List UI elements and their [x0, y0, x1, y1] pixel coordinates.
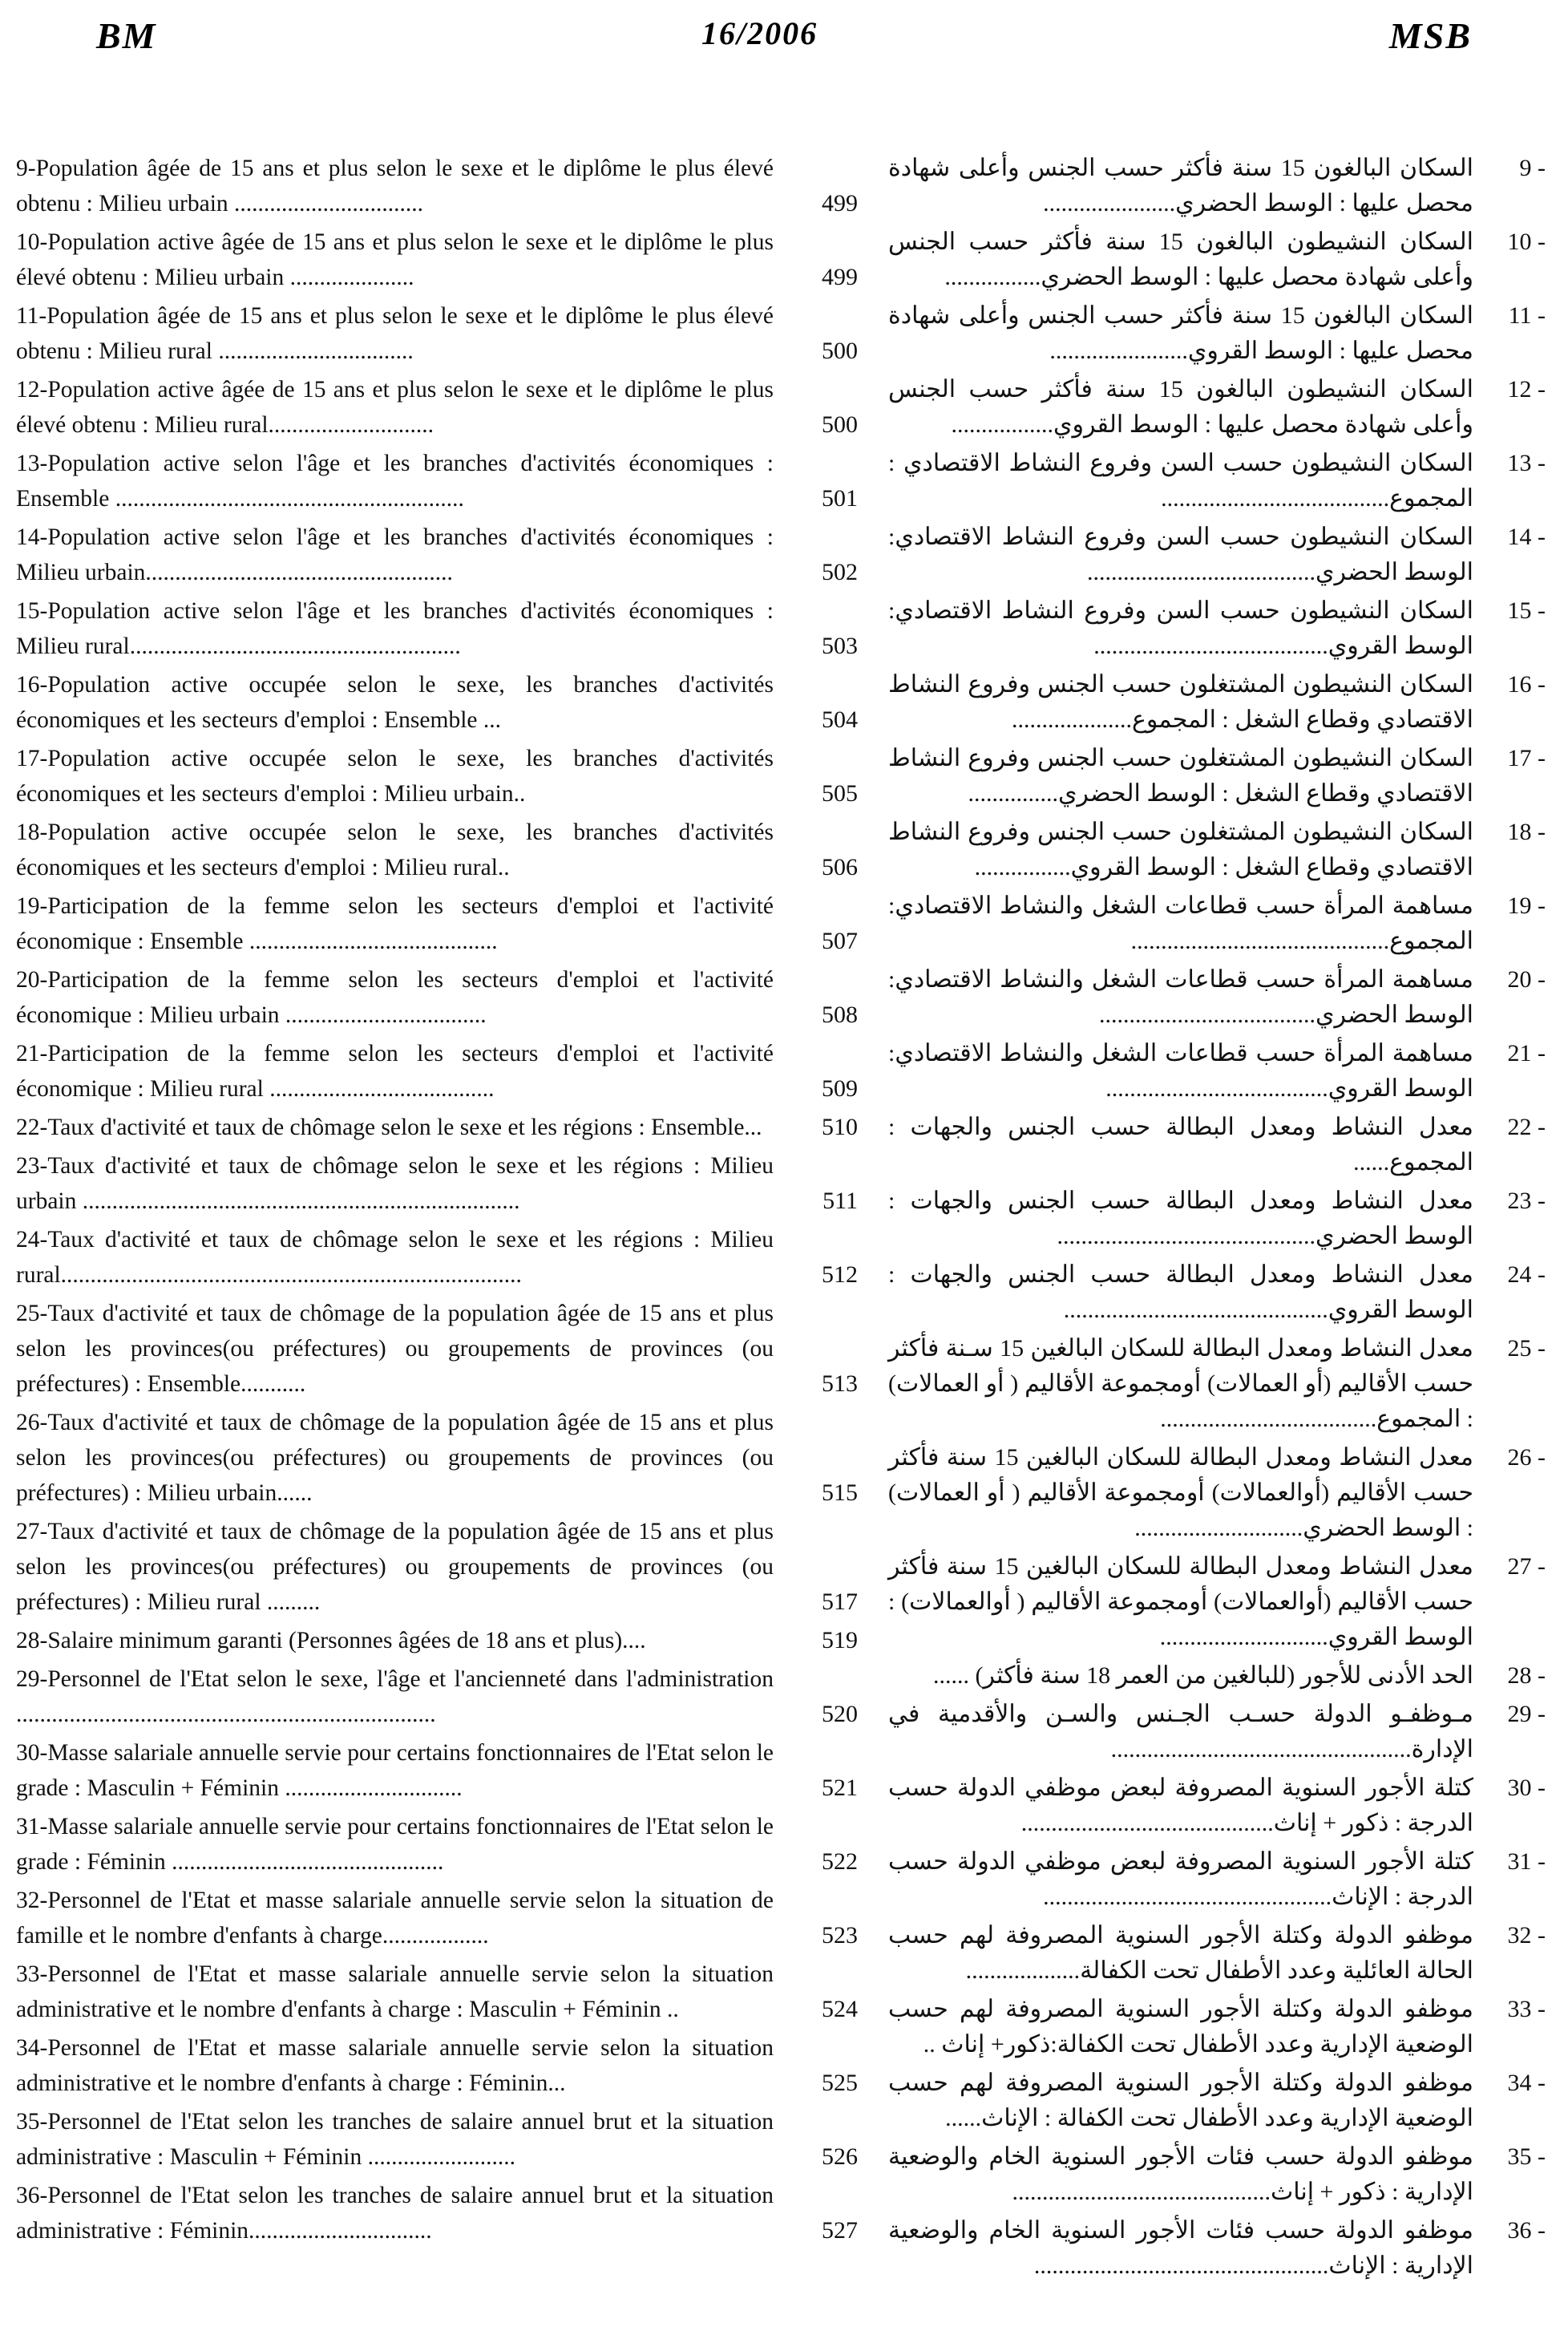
toc-entry-fr	[16, 1883, 858, 1953]
toc-entry-page: 523	[822, 1922, 858, 1949]
toc-entry-ar	[888, 298, 1546, 369]
toc-entry-number: 25 -	[1507, 1335, 1546, 1362]
toc-entry-page: 509	[822, 1075, 858, 1102]
toc-entry-title: 16-Population active occupée selon le sexe, les branches d'activités économiques et les secteurs d'emploi : Ensemble ...	[16, 672, 774, 733]
toc-entry-fr	[16, 815, 858, 885]
toc-entry-number: 11 -	[1508, 302, 1546, 329]
toc-entry-fr	[16, 151, 858, 221]
toc-entry-fr	[16, 1661, 858, 1732]
toc-entry-title: 14-Population active selon l'âge et les branches d'activités économiques : Milieu urbain....................................................	[16, 524, 774, 585]
toc-entry-page: 507	[822, 928, 858, 954]
toc-entry-page: 517	[822, 1588, 858, 1615]
toc-entry-number: 23 -	[1507, 1188, 1546, 1214]
toc-entry-title: 32-Personnel de l'Etat et masse salariale annuelle servie selon la situation de famille et le nombre d'enfants à charge..................	[16, 1888, 774, 1949]
toc-entry-page: 502	[822, 559, 858, 585]
toc-entry-page: 513	[822, 1370, 858, 1397]
toc-entry-number: 20 -	[1507, 966, 1546, 993]
toc-entry-page: 505	[822, 780, 858, 807]
toc-entry-fr	[16, 1623, 858, 1658]
toc-entry-title: مساهمة المرأة حسب قطاعات الشغل والنشاط الاقتصادي: الوسط القروي.....................................	[888, 1040, 1473, 1102]
toc-entry-page: 508	[822, 1002, 858, 1028]
toc-entry-title: 10-Population active âgée de 15 ans et plus selon le sexe et le diplôme le plus élevé obtenu : Milieu urbain .....................	[16, 229, 774, 290]
toc-entry-title: السكان النشيطون المشتغلون حسب الجنس وفروع النشاط الاقتصادي وقطاع الشغل : الوسط القروي................	[888, 819, 1473, 880]
toc-entry-title: 30-Masse salariale annuelle servie pour certains fonctionnaires de l'Etat selon le grade : Masculin + Féminin ..............................	[16, 1740, 774, 1801]
toc-entry-ar	[888, 151, 1546, 221]
toc-entry-title: 35-Personnel de l'Etat selon les tranches de salaire annuel brut et la situation administrative : Masculin + Féminin .........................	[16, 2109, 774, 2170]
toc-entry-ar	[888, 520, 1546, 590]
toc-entry-title: السكان البالغون 15 سنة فأكثر حسب الجنس وأعلى شهادة محصل عليها : الوسط القروي.......................	[888, 302, 1473, 364]
toc-entry-ar	[888, 815, 1546, 885]
toc-entry-number: 34 -	[1507, 2070, 1546, 2096]
toc-entry-title: كتلة الأجور السنوية المصروفة لبعض موظفي الدولة حسب الدرجة : الإناث................................................	[888, 1848, 1473, 1910]
toc-entry-fr	[16, 225, 858, 295]
toc-entry-number: 10 -	[1507, 229, 1546, 255]
toc-entry-ar	[888, 888, 1546, 959]
toc-entry-page: 522	[822, 1848, 858, 1875]
toc-entry-page: 499	[822, 264, 858, 290]
toc-entry-ar	[888, 593, 1546, 664]
toc-entry-number: 21 -	[1507, 1040, 1546, 1066]
toc-entry-page: 524	[822, 1996, 858, 2022]
handwritten-mark-right: MSB	[1388, 15, 1472, 56]
toc-entry-title: موظفو الدولة وكتلة الأجور السنوية المصروفة لهم حسب الحالة العائلية وعدد الأطفال تحت الكفالة...................	[888, 1922, 1473, 1984]
toc-entry-title: السكان النشيطون المشتغلون حسب الجنس وفروع النشاط الاقتصادي وقطاع الشغل : الوسط الحضري...............	[888, 745, 1473, 807]
toc-entry-number: 29 -	[1507, 1701, 1546, 1727]
toc-entry-title: السكان النشيطون حسب السن وفروع النشاط الاقتصادي: الوسط الحضري......................................	[888, 524, 1473, 585]
toc-entry-number: 22 -	[1507, 1114, 1546, 1140]
toc-entry-title: كتلة الأجور السنوية المصروفة لبعض موظفي الدولة حسب الدرجة : ذكور + إناث..........................................	[888, 1775, 1473, 1836]
toc-entry-title: 26-Taux d'activité et taux de chômage de la population âgée de 15 ans et plus selon les provinces(ou préfectures) ou groupements de provinces (ou préfectures) : Milieu urbain......	[16, 1410, 774, 1506]
toc-entry-ar	[888, 446, 1546, 516]
toc-entry-fr	[16, 741, 858, 811]
toc-entry-title: 28-Salaire minimum garanti (Personnes âgées de 18 ans et plus)....	[16, 1628, 646, 1653]
toc-entry-ar	[888, 1257, 1546, 1328]
toc-entry-page: 512	[822, 1261, 858, 1288]
toc-entry-title: معدل النشاط ومعدل البطالة للسكان البالغين 15 سنة فأكثر حسب الأقاليم (أوالعمالات) أومجموعة الأقاليم ( أو العمالات) : الوسط الحضري............................	[888, 1444, 1473, 1541]
toc-entry-ar	[888, 2139, 1546, 2210]
toc-entry-number: 18 -	[1507, 819, 1546, 845]
toc-entry-fr	[16, 1405, 858, 1511]
toc-entry-fr	[16, 888, 858, 959]
toc-entry-ar	[888, 1331, 1546, 1437]
toc-entry-number: 26 -	[1507, 1444, 1546, 1471]
toc-entry-title: السكان النشيطون حسب السن وفروع النشاط الاقتصادي : المجموع......................................	[888, 450, 1473, 512]
toc-entry-ar	[888, 1844, 1546, 1915]
toc-entry-title: 19-Participation de la femme selon les secteurs d'emploi et l'activité économique : Ensemble ..........................................	[16, 893, 774, 954]
toc-entry-title: 9-Population âgée de 15 ans et plus selon le sexe et le diplôme le plus élevé obtenu : Milieu urbain ................................	[16, 156, 774, 217]
toc-entry-title: موظفو الدولة حسب فئات الأجور السنوية الخام والوضعية الإدارية : الإناث.................................................	[888, 2217, 1473, 2279]
toc-entry-fr	[16, 1957, 858, 2027]
toc-entry-ar	[888, 667, 1546, 738]
toc-entry-page: 515	[822, 1479, 858, 1506]
arabic-toc-column	[888, 151, 1546, 2287]
toc-entry-title: معدل النشاط ومعدل البطالة حسب الجنس والجهات : الوسط القروي............................................	[888, 1261, 1473, 1323]
toc-entry-title: معدل النشاط ومعدل البطالة للسكان البالغين 15 سـنة فأكثر حسب الأقاليم (أو العمالات) أومجموعة الأقاليم ( أو العمالات) : المجموع....................................	[888, 1335, 1473, 1432]
toc-entry-ar	[888, 1697, 1546, 1767]
toc-entry-fr	[16, 446, 858, 516]
toc-entry-number: 36 -	[1507, 2217, 1546, 2244]
toc-entry-number: 12 -	[1507, 376, 1546, 403]
toc-entry-fr	[16, 1036, 858, 1107]
toc-entry-number: 28 -	[1507, 1662, 1546, 1689]
toc-entry-fr	[16, 520, 858, 590]
toc-entry-ar	[888, 225, 1546, 295]
toc-entry-page: 510	[822, 1114, 858, 1140]
toc-entry-title: 33-Personnel de l'Etat et masse salariale annuelle servie selon la situation administrative et le nombre d'enfants à charge : Masculin + Féminin ..	[16, 1961, 774, 2022]
toc-entry-title: مـوظفـو الدولة حسـب الجـنس والسـن والأقدمية في الإدارة..................................................	[888, 1701, 1473, 1762]
toc-entry-title: مساهمة المرأة حسب قطاعات الشغل والنشاط الاقتصادي: المجموع...........................................	[888, 892, 1473, 954]
toc-entry-page: 500	[822, 338, 858, 364]
toc-entry-number: 19 -	[1507, 892, 1546, 919]
toc-entry-fr	[16, 1110, 858, 1145]
toc-entry-title: السكان النشيطون المشتغلون حسب الجنس وفروع النشاط الاقتصادي وقطاع الشغل : المجموع....................	[888, 671, 1473, 733]
toc-entry-title: 17-Population active occupée selon le sexe, les branches d'activités économiques et les secteurs d'emploi : Milieu urbain..	[16, 746, 774, 807]
toc-entry-page: 525	[822, 2070, 858, 2096]
toc-entry-page: 500	[822, 411, 858, 438]
toc-entry-fr	[16, 1148, 858, 1219]
toc-entry-fr	[16, 667, 858, 738]
toc-entry-number: 35 -	[1507, 2143, 1546, 2170]
toc-entry-ar	[888, 1440, 1546, 1546]
toc-entry-number: 32 -	[1507, 1922, 1546, 1949]
toc-entry-ar	[888, 1184, 1546, 1254]
toc-entry-fr	[16, 1222, 858, 1293]
toc-entry-title: 34-Personnel de l'Etat et masse salariale annuelle servie selon la situation administrative et le nombre d'enfants à charge : Féminin...	[16, 2035, 774, 2096]
toc-entry-title: معدل النشاط ومعدل البطالة حسب الجنس والجهات : المجموع......	[888, 1114, 1473, 1176]
handwritten-mark-left: BM	[96, 15, 157, 56]
toc-entry-page: 521	[822, 1775, 858, 1801]
toc-entry-page: 527	[822, 2217, 858, 2244]
toc-entry-page: 506	[822, 854, 858, 880]
toc-entry-title: السكان النشيطون حسب السن وفروع النشاط الاقتصادي: الوسط القروي.......................................	[888, 597, 1473, 659]
toc-entry-title: 36-Personnel de l'Etat selon les tranches de salaire annuel brut et la situation administrative : Féminin...............................	[16, 2183, 774, 2244]
toc-entry-title: 25-Taux d'activité et taux de chômage de la population âgée de 15 ans et plus selon les provinces(ou préfectures) ou groupements de provinces (ou préfectures) : Ensemble...........	[16, 1301, 774, 1397]
toc-entry-title: موظفو الدولة حسب فئات الأجور السنوية الخام والوضعية الإدارية : ذكور + إناث...........................................	[888, 2143, 1473, 2205]
toc-entry-title: 24-Taux d'activité et taux de chômage selon le sexe et les régions : Milieu rural..............................................................................	[16, 1227, 774, 1288]
toc-entry-page: 504	[822, 706, 858, 733]
toc-entry-fr	[16, 298, 858, 369]
toc-entry-number: 9 -	[1519, 155, 1546, 181]
toc-entry-number: 33 -	[1507, 1996, 1546, 2022]
toc-entry-number: 27 -	[1507, 1553, 1546, 1580]
toc-entry-title: السكان البالغون 15 سنة فأكثر حسب الجنس وأعلى شهادة محصل عليها : الوسط الحضري......................	[888, 155, 1473, 217]
toc-entry-page: 526	[822, 2143, 858, 2170]
toc-entry-title: 23-Taux d'activité et taux de chômage selon le sexe et les régions : Milieu urbain ..........................................................................	[16, 1153, 774, 1214]
toc-entry-number: 16 -	[1507, 671, 1546, 698]
toc-entry-fr	[16, 2030, 858, 2101]
french-toc-column	[16, 151, 858, 2252]
toc-entry-title: مساهمة المرأة حسب قطاعات الشغل والنشاط الاقتصادي: الوسط الحضري....................................	[888, 966, 1473, 1028]
toc-entry-title: 20-Participation de la femme selon les secteurs d'emploi et l'activité économique : Milieu urbain ..................................	[16, 967, 774, 1028]
toc-entry-number: 13 -	[1507, 450, 1546, 476]
toc-entry-title: الحد الأدنى للأجور (للبالغين من العمر 18 سنة فأكثر) ......	[933, 1662, 1473, 1689]
toc-entry-number: 14 -	[1507, 524, 1546, 550]
toc-entry-title: السكان النشيطون البالغون 15 سنة فأكثر حسب الجنس وأعلى شهادة محصل عليها : الوسط القروي.................	[888, 376, 1473, 438]
toc-entry-page: 499	[822, 190, 858, 217]
toc-entry-fr	[16, 372, 858, 443]
toc-entry-fr	[16, 2178, 858, 2248]
toc-entry-ar	[888, 741, 1546, 811]
toc-entry-ar	[888, 962, 1546, 1033]
toc-entry-ar	[888, 1549, 1546, 1655]
toc-entry-ar	[888, 1918, 1546, 1989]
toc-entry-title: 15-Population active selon l'âge et les branches d'activités économiques : Milieu rural........................................................	[16, 598, 774, 659]
toc-entry-fr	[16, 1514, 858, 1620]
toc-entry-fr	[16, 1735, 858, 1806]
toc-entry-fr	[16, 593, 858, 664]
toc-entry-page: 511	[822, 1188, 858, 1214]
toc-entry-title: 21-Participation de la femme selon les secteurs d'emploi et l'activité économique : Milieu rural ......................................	[16, 1041, 774, 1102]
toc-entry-number: 24 -	[1507, 1261, 1546, 1288]
toc-entry-title: 31-Masse salariale annuelle servie pour certains fonctionnaires de l'Etat selon le grade : Féminin ..............................................	[16, 1814, 774, 1875]
toc-entry-ar	[888, 1036, 1546, 1107]
toc-entry-page: 503	[822, 633, 858, 659]
toc-entry-number: 31 -	[1507, 1848, 1546, 1875]
toc-entry-fr	[16, 1809, 858, 1880]
toc-entry-title: 22-Taux d'activité et taux de chômage selon le sexe et les régions : Ensemble...	[16, 1115, 762, 1140]
toc-entry-number: 30 -	[1507, 1775, 1546, 1801]
toc-entry-ar	[888, 1110, 1546, 1180]
toc-entry-title: 11-Population âgée de 15 ans et plus selon le sexe et le diplôme le plus élevé obtenu : Milieu rural .................................	[16, 303, 774, 364]
toc-entry-fr	[16, 2104, 858, 2175]
toc-entry-page: 501	[822, 485, 858, 512]
toc-entry-title: موظفو الدولة وكتلة الأجور السنوية المصروفة لهم حسب الوضعية الإدارية وعدد الأطفال تحت الكفالة:ذكور+ إناث ..	[888, 1996, 1473, 2058]
toc-entry-ar	[888, 1992, 1546, 2062]
toc-entry-ar	[888, 1658, 1546, 1694]
toc-entry-page: 519	[822, 1627, 858, 1653]
toc-entry-page: 520	[822, 1701, 858, 1727]
toc-entry-ar	[888, 2213, 1546, 2284]
toc-entry-title: موظفو الدولة وكتلة الأجور السنوية المصروفة لهم حسب الوضعية الإدارية وعدد الأطفال تحت الكفالة : الإناث......	[888, 2070, 1473, 2131]
toc-entry-number: 15 -	[1507, 597, 1546, 624]
toc-entry-ar	[888, 2066, 1546, 2136]
toc-entry-title: معدل النشاط ومعدل البطالة حسب الجنس والجهات : الوسط الحضري...........................................	[888, 1188, 1473, 1249]
toc-entry-fr	[16, 1296, 858, 1402]
toc-entry-title: 13-Population active selon l'âge et les branches d'activités économiques : Ensemble ...........................................................	[16, 451, 774, 512]
toc-entry-ar	[888, 372, 1546, 443]
toc-entry-fr	[16, 962, 858, 1033]
toc-entry-ar	[888, 1771, 1546, 1841]
handwritten-mark-center: 16/2006	[701, 15, 818, 51]
toc-entry-title: معدل النشاط ومعدل البطالة للسكان البالغين 15 سنة فأكثر حسب الأقاليم (أوالعمالات) أومجموعة الأقاليم ( أوالعمالات) : الوسط القروي............................	[888, 1553, 1473, 1650]
toc-entry-title: 27-Taux d'activité et taux de chômage de la population âgée de 15 ans et plus selon les provinces(ou préfectures) ou groupements de provinces (ou préfectures) : Milieu rural .........	[16, 1519, 774, 1615]
toc-entry-title: 18-Population active occupée selon le sexe, les branches d'activités économiques et les secteurs d'emploi : Milieu rural..	[16, 820, 774, 880]
toc-entry-number: 17 -	[1507, 745, 1546, 771]
toc-entry-title: 29-Personnel de l'Etat selon le sexe, l'âge et l'ancienneté dans l'administration .......................................................................	[16, 1666, 774, 1727]
toc-entry-title: 12-Population active âgée de 15 ans et plus selon le sexe et le diplôme le plus élevé obtenu : Milieu rural............................	[16, 377, 774, 438]
toc-entry-title: السكان النشيطون البالغون 15 سنة فأكثر حسب الجنس وأعلى شهادة محصل عليها : الوسط الحضري................	[888, 229, 1473, 290]
